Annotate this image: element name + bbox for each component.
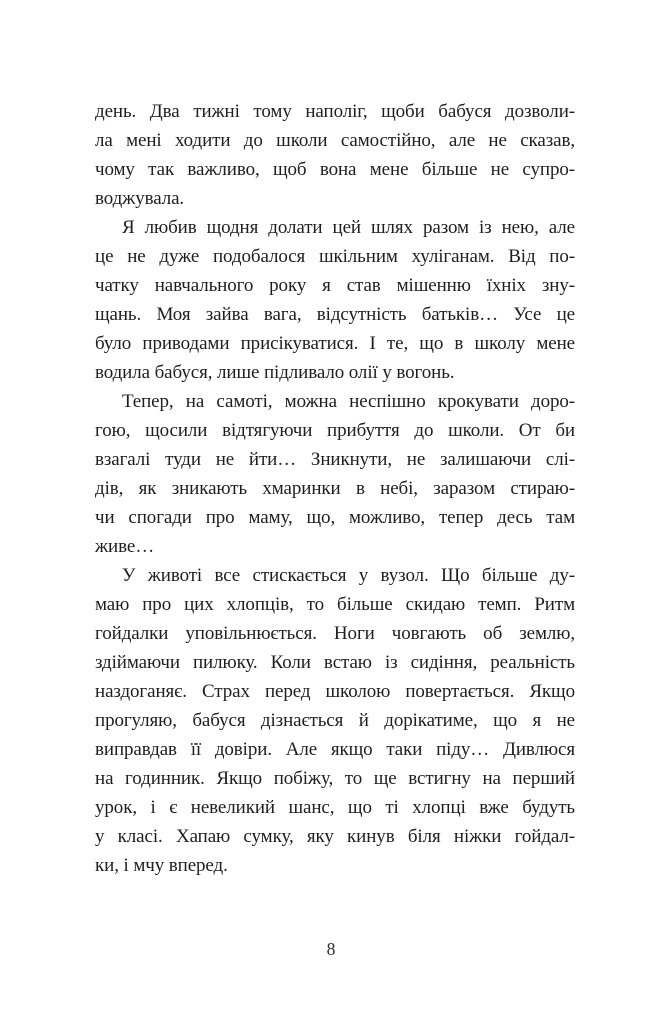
text-line: це не дуже подобалося шкільним хуліганам. Від по- xyxy=(95,246,575,267)
text-line: день. Два тижні тому наполіг, щоби бабуся дозволи- xyxy=(95,101,575,122)
text-line: водила бабуся, лише підливало олії у вогонь. xyxy=(95,362,455,383)
text-line: було приводами присікуватися. І те, що в школу мене xyxy=(95,333,575,354)
text-line: щань. Моя зайва вага, відсутність батьків… Усе це xyxy=(95,304,575,325)
text-line: гою, щосили відтягуючи прибуття до школи. От би xyxy=(95,420,575,441)
text-line: прогуляю, бабуся дізнається й дорікатиме, що я не xyxy=(95,710,575,731)
text-line: на годинник. Якщо побіжу, то ще встигну на перший xyxy=(95,768,575,789)
text-line: воджувала. xyxy=(95,188,185,209)
text-line: гойдалки уповільнюється. Ноги човгають об землю, xyxy=(95,623,575,644)
text-line: живе… xyxy=(95,536,155,557)
text-line: взагалі туди не йти… Зникнути, не залишаючи слі- xyxy=(95,449,575,470)
text-line: У животі все стискається у вузол. Що більше ду- xyxy=(122,565,575,586)
text-line: здіймаючи пилюку. Коли встаю із сидіння, реальність xyxy=(95,652,575,673)
text-line: чатку навчального року я став мішенню їхніх зну- xyxy=(95,275,575,296)
paragraph xyxy=(95,387,575,561)
text-line: наздоганяє. Страх перед школою повертається. Якщо xyxy=(95,681,575,702)
text-line: Я любив щодня долати цей шлях разом із нею, але xyxy=(122,217,575,238)
text-block xyxy=(95,97,575,880)
text-line: маю про цих хлопців, то більше скидаю темп. Ритм xyxy=(95,594,575,615)
text-line: виправдав її довіри. Але якщо таки піду… Дивлюся xyxy=(95,739,575,760)
paragraph xyxy=(95,213,575,387)
text-line: урок, і є невеликий шанс, що ті хлопці вже будуть xyxy=(95,797,575,818)
text-line: дів, як зникають хмаринки в небі, заразом стираю- xyxy=(95,478,575,499)
paragraph xyxy=(95,97,575,213)
text-line: ки, і мчу вперед. xyxy=(95,855,228,876)
text-line: чому так важливо, щоб вона мене більше не супро- xyxy=(95,159,575,180)
text-line: чи спогади про маму, що, можливо, тепер десь там xyxy=(95,507,575,528)
page-number: 8 xyxy=(326,939,336,959)
text-line: у класі. Хапаю сумку, яку кинув біля ніжки гойдал- xyxy=(95,826,575,847)
text-line: ла мені ходити до школи самостійно, але не сказав, xyxy=(95,130,575,151)
text-line: Тепер, на самоті, можна неспішно крокувати доро- xyxy=(122,391,575,412)
paragraph xyxy=(95,561,575,880)
